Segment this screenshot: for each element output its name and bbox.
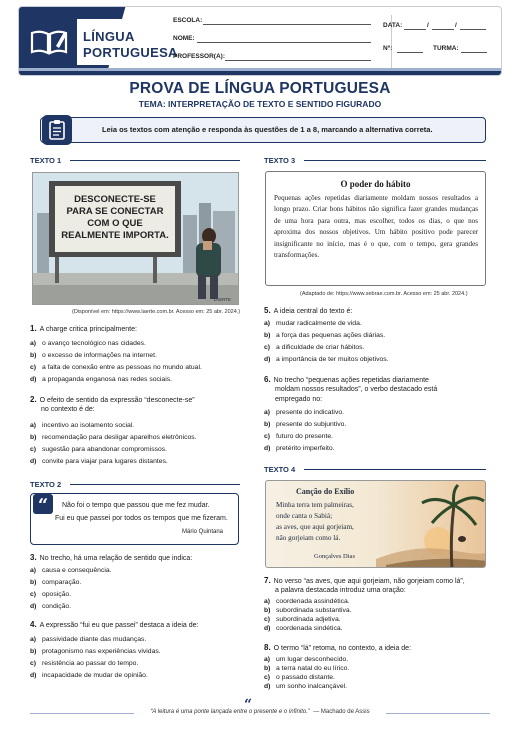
option-letter: d): [30, 376, 37, 383]
poem-line-1: Minha terra tem palmeiras,: [276, 501, 354, 509]
q7-number: 7.: [264, 576, 271, 585]
nome-label: NOME:: [173, 35, 195, 42]
q2-stem: [30, 395, 195, 405]
option-letter: d): [264, 625, 271, 632]
option-letter: c): [264, 433, 271, 440]
q6-text-line3: empregado no:: [275, 396, 323, 403]
option-text: a terra natal do eu lírico.: [276, 665, 350, 672]
clipboard-icon: [42, 115, 72, 145]
numero-label: Nº:: [383, 45, 393, 52]
option-text: a dificuldade de criar hábitos.: [276, 344, 365, 351]
q6-option-d[interactable]: [264, 444, 335, 453]
option-text: coordenada assindética.: [276, 598, 350, 605]
option-text: mudar radicalmente de vida.: [276, 320, 362, 327]
texto4-label: TEXTO 4: [264, 465, 296, 474]
q6-option-a[interactable]: [264, 408, 344, 417]
q5-option-c[interactable]: [264, 343, 364, 352]
q6-text-line2: moldam nossos resultados”, o verbo destacado está: [275, 386, 438, 393]
q1-text: A charge critica principalmente:: [39, 326, 137, 333]
q5-stem: [264, 306, 352, 316]
texto4-title: Canção do Exílio: [296, 487, 355, 496]
option-letter: c): [30, 364, 37, 371]
q3-stem: [30, 553, 192, 563]
q6-option-b[interactable]: [264, 420, 346, 429]
q7-text-line1: No verso “as aves, que aqui gorjeiam, não gorjeiam como lá”,: [273, 578, 465, 585]
billboard-line-4: REALMENTE IMPORTA.: [61, 230, 169, 241]
q8-option-a[interactable]: [264, 655, 348, 664]
nome-field[interactable]: [197, 42, 371, 43]
option-letter: d): [30, 458, 37, 465]
option-letter: c): [30, 591, 37, 598]
professor-field[interactable]: [225, 60, 371, 61]
option-text: incentivo ao isolamento social.: [42, 422, 135, 429]
q2-number: 2.: [30, 395, 37, 404]
q4-number: 4.: [30, 620, 37, 629]
option-text: subordinada adjetiva.: [276, 616, 341, 623]
option-text: futuro do presente.: [276, 433, 334, 440]
data-year-field[interactable]: [460, 29, 486, 30]
option-text: pretérito imperfeito.: [276, 445, 335, 452]
poem-line-4: não gorjeiam como lá.: [276, 534, 341, 542]
option-text: convite para viajar para lugares distantes.: [42, 458, 168, 465]
option-text: o passado distante.: [276, 674, 335, 681]
q4-option-b[interactable]: [30, 647, 161, 656]
q1-option-d[interactable]: [30, 375, 172, 384]
option-text: incapacidade de mudar de opinião.: [42, 672, 148, 679]
billboard-line-1: DESCONECTE-SE: [74, 194, 156, 205]
texto1-label: TEXTO 1: [30, 156, 62, 165]
texto3-title: O poder do hábito: [340, 179, 411, 189]
q7-option-b[interactable]: [264, 606, 352, 615]
billboard-line-3: COM O QUE: [87, 218, 143, 229]
option-text: a falta de conexão entre as pessoas no mundo atual.: [42, 364, 202, 371]
escola-label: ESCOLA:: [173, 17, 203, 24]
q2-option-c[interactable]: [30, 445, 167, 454]
q2-option-b[interactable]: [30, 433, 197, 442]
q8-option-d[interactable]: [264, 682, 347, 691]
option-letter: c): [264, 674, 271, 681]
q3-option-b[interactable]: [30, 578, 81, 587]
option-letter: b): [264, 332, 271, 339]
texto3-label: TEXTO 3: [264, 156, 296, 165]
data-separator-1: /: [427, 22, 429, 29]
q6-stem: [264, 375, 429, 385]
q8-text: O termo “lá” retoma, no contexto, a ideia de:: [273, 645, 412, 652]
texto2-rule: [70, 484, 240, 485]
texto1-rule: [70, 160, 240, 161]
texto2-author: Mário Quintana: [182, 529, 224, 535]
footer-quote: [0, 709, 520, 715]
option-letter: b): [30, 579, 37, 586]
q2-option-d[interactable]: [30, 457, 168, 466]
option-letter: c): [264, 344, 271, 351]
exam-title: PROVA DE LÍNGUA PORTUGUESA: [129, 80, 391, 97]
poem-author: Gonçalves Dias: [314, 553, 355, 560]
option-letter: b): [30, 352, 37, 359]
q7-option-a[interactable]: [264, 597, 350, 606]
q6-option-c[interactable]: [264, 432, 333, 441]
option-text: coordenada sindética.: [276, 625, 343, 632]
q3-number: 3.: [30, 553, 37, 562]
q1-stem: [30, 324, 137, 334]
q5-option-d[interactable]: [264, 355, 389, 364]
q8-number: 8.: [264, 643, 271, 652]
footer-author: — Machado de Assis: [313, 709, 370, 715]
option-letter: a): [30, 422, 37, 429]
q5-text: A ideia central do texto é:: [273, 308, 353, 315]
data-separator-2: /: [455, 22, 457, 29]
brand-title-line1: LÍNGUA: [83, 29, 135, 44]
texto2-line2: Fui eu que passei por todos os tempos que me fizeram.: [55, 515, 228, 522]
option-letter: d): [30, 603, 37, 610]
q6-number: 6.: [264, 375, 271, 384]
q8-option-c[interactable]: [264, 673, 335, 682]
option-text: passividade diante das mudanças.: [42, 636, 147, 643]
texto2-label: TEXTO 2: [30, 480, 62, 489]
option-text: presente do indicativo.: [276, 409, 345, 416]
option-letter: a): [30, 340, 37, 347]
q1-option-c[interactable]: [30, 363, 202, 372]
option-letter: c): [30, 446, 37, 453]
option-text: a propaganda enganosa nas redes sociais.: [42, 376, 172, 383]
q1-number: 1.: [30, 324, 37, 333]
q5-option-b[interactable]: [264, 331, 385, 340]
texto3-source: (Adaptado de: https://www.sebrae.com.br. Acesso em: 25 abr. 2024.): [300, 291, 468, 297]
option-text: a força das pequenas ações diárias.: [276, 332, 386, 339]
q4-stem: [30, 620, 198, 630]
poem-line-3: as aves, que aqui gorjeiam,: [276, 523, 354, 531]
cartoon-signature: LAERTE: [213, 297, 231, 302]
option-letter: a): [30, 636, 37, 643]
option-text: condição.: [42, 603, 72, 610]
q3-option-c[interactable]: [30, 590, 71, 599]
q7-option-d[interactable]: [264, 624, 343, 633]
texto1-source: (Disponível em: https://www.laerte.com.br. Acesso em: 25 abr. 2024.): [72, 309, 241, 315]
instruction-text: Leia os textos com atenção e responda às questões de 1 a 8, marcando a alternativa correta.: [102, 125, 433, 134]
option-text: o excesso de informações na internet.: [42, 352, 157, 359]
option-letter: a): [264, 320, 271, 327]
texto3-body: Pequenas ações repetidas diariamente moldam nossos resultados a longo prazo. Criar bons hábitos não significa fazer grandes mudanças de uma hora para outra, mas escolher, todos os dias, o que nos aproxima dos nossos objetivos. Um hábito positivo pode parecer insignificante no início, mas é o que, com o tempo, gera grandes transformações.: [274, 194, 478, 260]
turma-label: TURMA:: [433, 45, 459, 52]
header-stripe: [19, 67, 502, 75]
texto3-rule: [304, 160, 486, 161]
option-letter: d): [264, 445, 271, 452]
option-letter: b): [264, 421, 271, 428]
q3-option-a[interactable]: [30, 566, 112, 575]
option-text: oposição.: [42, 591, 72, 598]
q1-option-a[interactable]: [30, 339, 146, 348]
option-text: causa e consequência.: [42, 567, 112, 574]
q6-text-line1: No trecho “pequenas ações repetidas diariamente: [273, 377, 429, 384]
option-text: recomendação para desligar aparelhos eletrônicos.: [42, 434, 197, 441]
quote-icon: “: [33, 494, 53, 514]
data-day-field[interactable]: [404, 29, 426, 30]
option-letter: d): [264, 356, 271, 363]
option-letter: b): [30, 434, 37, 441]
data-month-field[interactable]: [432, 29, 454, 30]
option-text: protagonismo nas experiências vividas.: [42, 648, 161, 655]
escola-field[interactable]: [203, 24, 371, 25]
brand-title-line2: PORTUGUESA: [83, 45, 178, 60]
exam-subtitle: TEMA: INTERPRETAÇÃO DE TEXTO E SENTIDO FIGURADO: [138, 99, 382, 109]
option-letter: a): [264, 598, 271, 605]
billboard-line-2: PARA SE CONECTAR: [66, 206, 164, 217]
q3-text: No trecho, há uma relação de sentido que indica:: [39, 555, 193, 562]
footer-quote-icon: “: [244, 697, 253, 713]
q2-text-line1: O efeito de sentido da expressão “desconecte-se”: [39, 397, 195, 404]
q8-stem: [264, 643, 411, 653]
professor-label: PROFESSOR(A):: [173, 53, 225, 60]
texto4-rule: [304, 469, 486, 470]
exam-header: [18, 6, 502, 76]
option-text: comparação.: [42, 579, 82, 586]
texto2-line1: Não foi o tempo que passou que me fez mudar.: [62, 502, 210, 509]
q5-number: 5.: [264, 306, 271, 315]
option-text: um sonho inalcançável.: [276, 683, 348, 690]
option-letter: d): [30, 672, 37, 679]
q7-option-c[interactable]: [264, 615, 341, 624]
option-letter: c): [264, 616, 271, 623]
option-letter: a): [264, 656, 271, 663]
q2-option-a[interactable]: [30, 421, 134, 430]
poem-line-2: onde canta o Sabiá;: [276, 512, 333, 520]
q4-option-c[interactable]: [30, 659, 138, 668]
numero-field[interactable]: [397, 52, 423, 53]
option-letter: a): [30, 567, 37, 574]
option-letter: a): [264, 409, 271, 416]
option-letter: c): [30, 660, 37, 667]
option-text: sugestão para abandonar compromissos.: [42, 446, 168, 453]
q7-text-line2: a palavra destacada introduz uma oração:: [275, 587, 406, 594]
option-letter: d): [264, 683, 271, 690]
texto1-cartoon: [32, 172, 239, 305]
q2-text-line2: no contexto é de:: [41, 406, 95, 413]
footer-quote-text: “A leitura é uma ponte lançada entre o presente e o infinito.”: [150, 709, 310, 715]
q1-option-b[interactable]: [30, 351, 157, 360]
q3-option-d[interactable]: [30, 602, 71, 611]
q4-option-a[interactable]: [30, 635, 146, 644]
option-text: resistência ao passar do tempo.: [42, 660, 139, 667]
option-text: o avanço tecnológico nas cidades.: [42, 340, 146, 347]
option-text: a importância de ter muitos objetivos.: [276, 356, 389, 363]
option-letter: b): [30, 648, 37, 655]
option-text: subordinada substantiva.: [276, 607, 352, 614]
option-text: um lugar desconhecido.: [276, 656, 349, 663]
data-label: DATA:: [383, 22, 403, 29]
q4-text: A expressão “fui eu que passei” destaca a ideia de:: [39, 622, 199, 629]
q5-option-a[interactable]: [264, 319, 362, 328]
q8-option-b[interactable]: [264, 664, 349, 673]
open-book-icon: [29, 27, 69, 57]
turma-field[interactable]: [461, 52, 487, 53]
q4-option-d[interactable]: [30, 671, 148, 680]
option-text: presente do subjuntivo.: [276, 421, 347, 428]
option-letter: b): [264, 665, 271, 672]
q7-stem: [264, 576, 465, 586]
option-letter: b): [264, 607, 271, 614]
